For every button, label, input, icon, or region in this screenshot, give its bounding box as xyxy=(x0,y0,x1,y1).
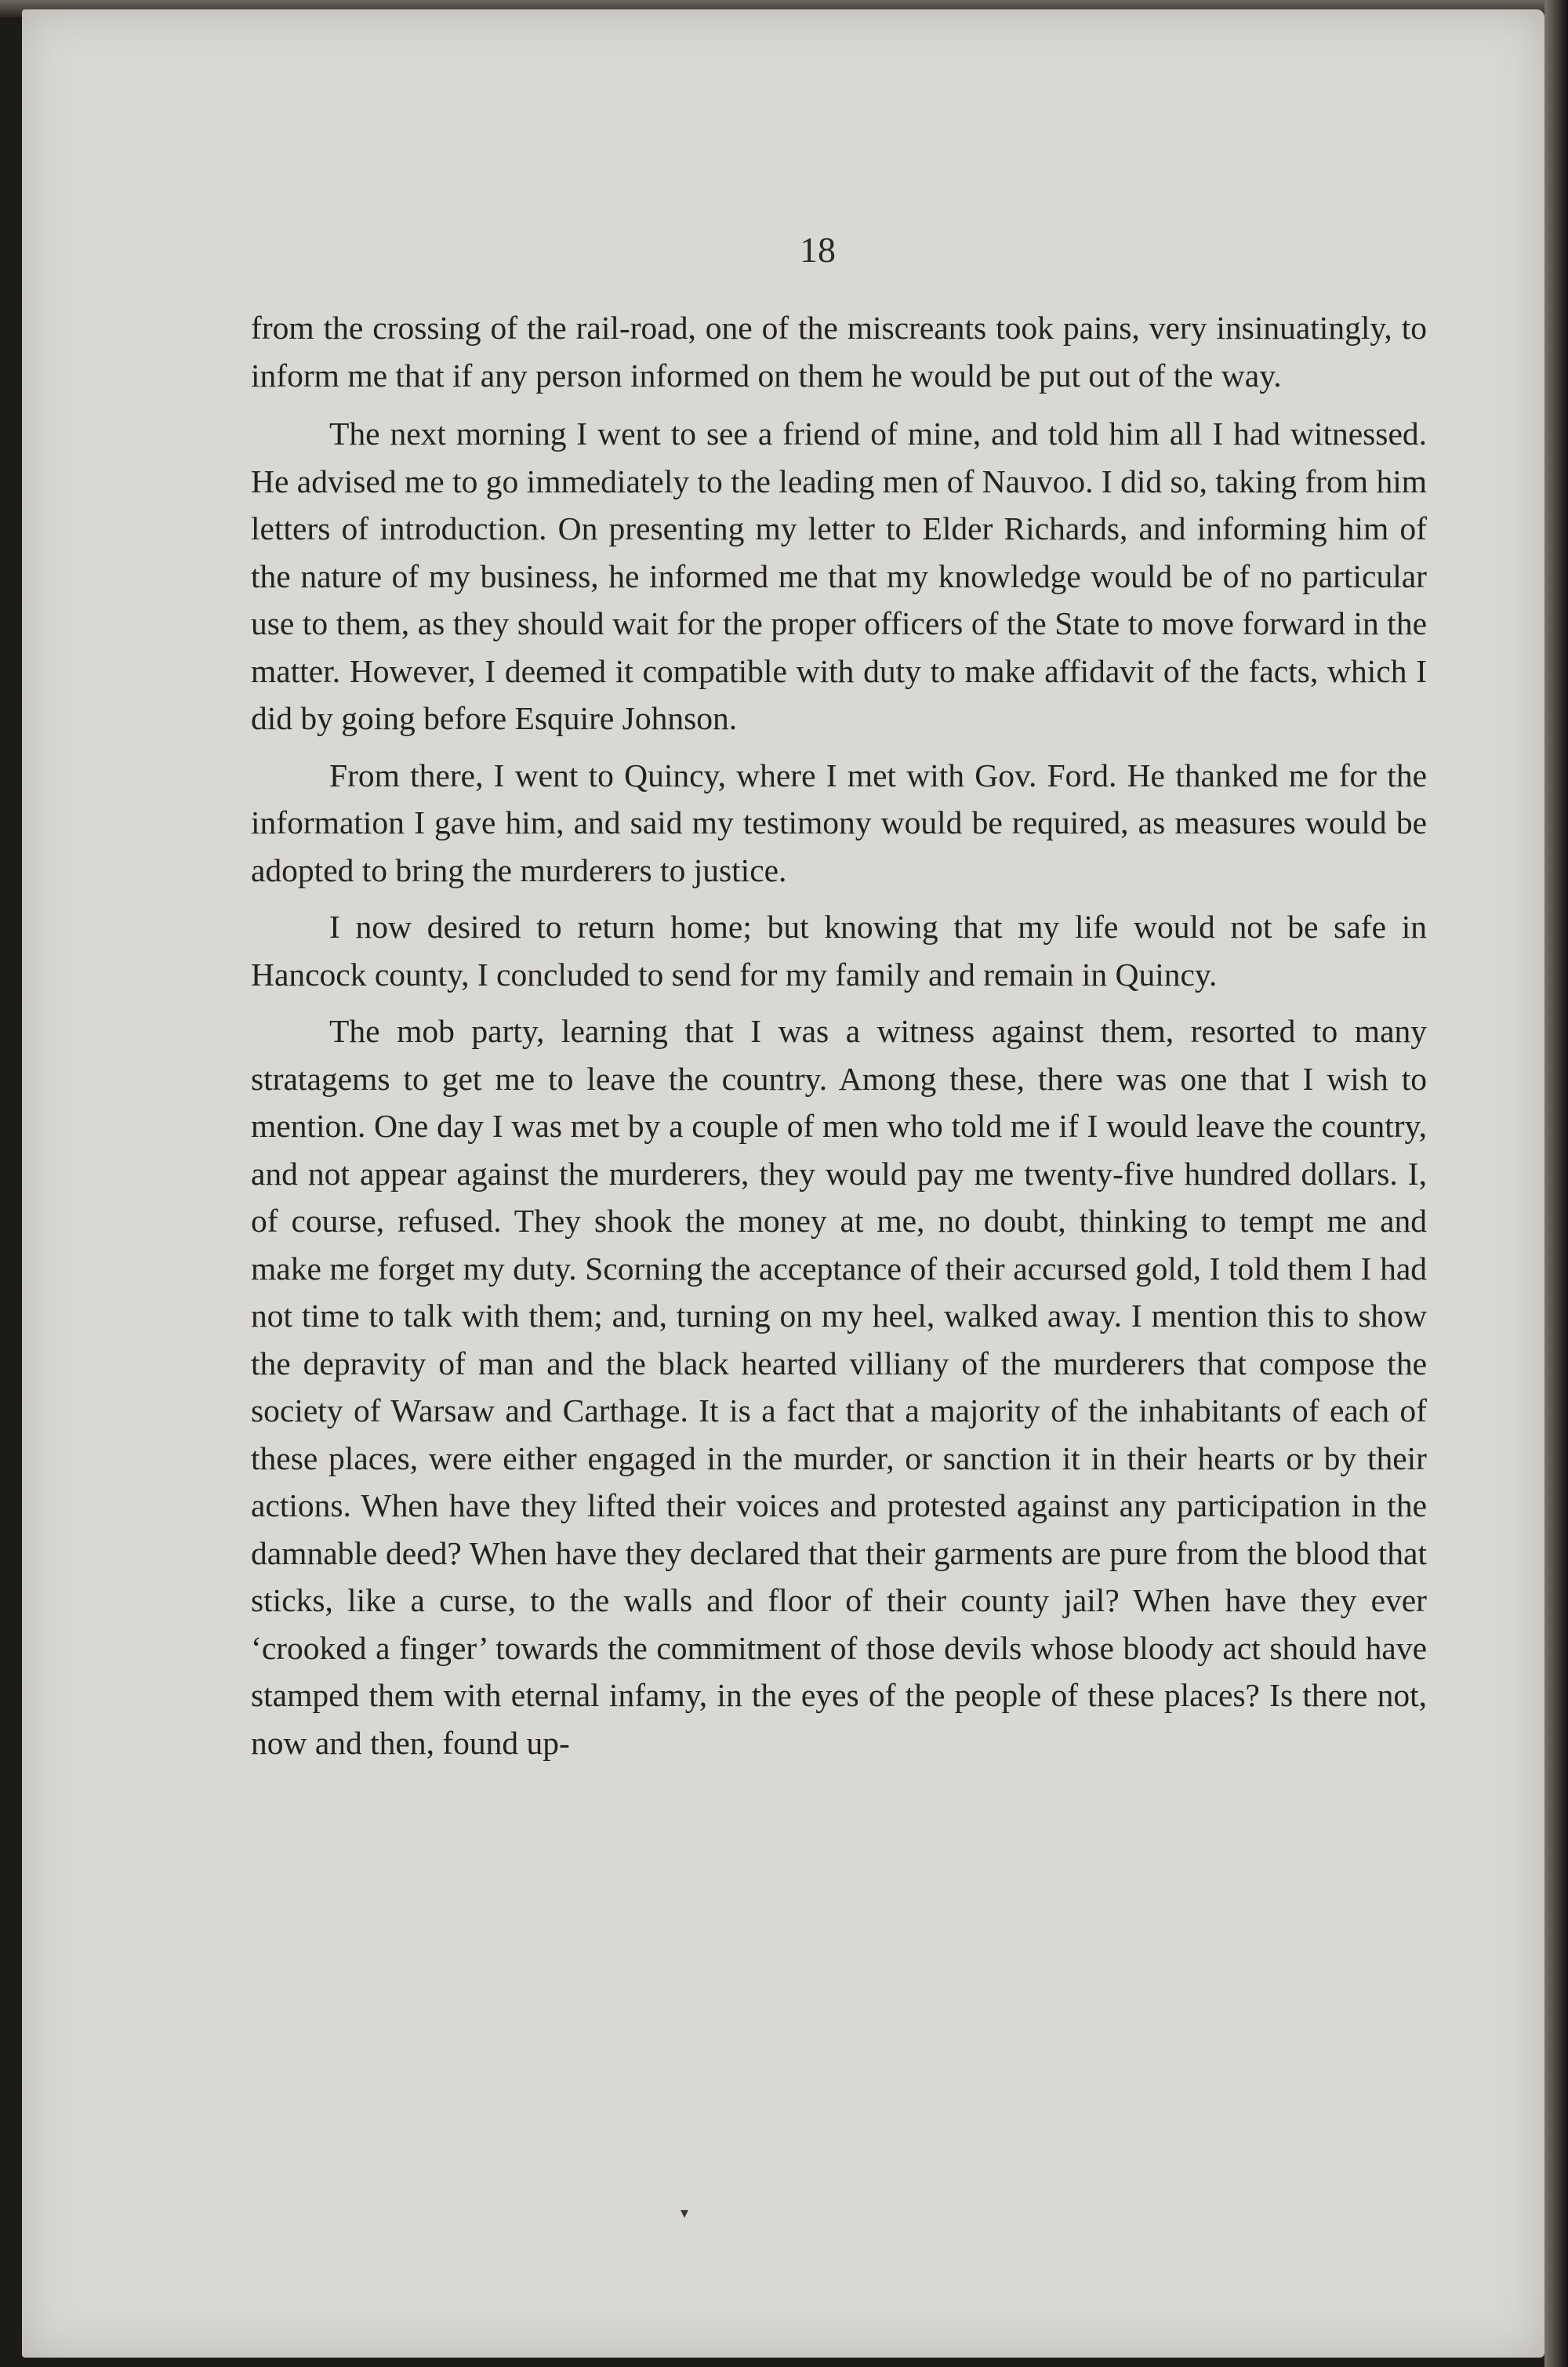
paragraph: I now desired to return home; but knowing that my life would not be safe in Hancock county, I concluded to send for my family and remain in Quincy. xyxy=(251,909,1427,993)
book-right-edge xyxy=(1544,0,1568,2367)
page-number: 18 xyxy=(800,230,836,270)
paragraph: from the crossing of the rail-road, one of the miscreants took pains, very insinuatingly, to inform me that if any person informed on them he would be put out of the way. xyxy=(251,310,1427,394)
paragraph: The mob party, learning that I was a witness against them, resorted to many stratagems to get me to leave the country. Among these, there was one that I wish to mention. One day I was met by a couple of men who told me if I would leave the country, and not appear against the murderers, they would pay me twenty-five hundred dollars. I, of course, refused. They shook the money at me, no doubt, thinking to tempt me and make me forget my duty. Scorning the acceptance of their accursed gold, I told them I had not time to talk with them; and, turning on my heel, walked away. I mention this to show the depravity of man and the black hearted villiany of the murderers that compose the society of Warsaw and Carthage. It is a fact that a majority of the inhabitants of each of these places, were either engaged in the murder, or sanction it in their hearts or by their actions. When have they lifted their voices and protested against any participation in the damnable deed? When have they declared that their garments are pure from the blood that sticks, like a curse, to the walls and floor of their county jail? When have they ever ‘crooked a finger’ towards the commitment of those devils whose bloody act should have stamped them with eternal infamy, in the eyes of the people of these places? Is there not, now and then, found up- xyxy=(251,1013,1427,1761)
paragraph: The next morning I went to see a friend of mine, and told him all I had witnessed. He advised me to go immediately to the leading men of Nauvoo. I did so, taking from him letters of introduction. On presenting my letter to Elder Richards, and informing him of the nature of my business, he informed me that my knowledge would be of no particular use to them, as they should wait for the proper officers of the State to move forward in the matter. However, I deemed it compatible with duty to make affidavit of the facts, which I did by going before Esquire Johnson. xyxy=(251,416,1427,736)
page-body-text xyxy=(251,304,1427,1776)
paragraph: From there, I went to Quincy, where I met with Gov. Ford. He thanked me for the information I gave him, and said my testimony would be required, as measures would be adopted to bring the murderers to justice. xyxy=(251,757,1427,888)
bottom-ink-mark: ▾ xyxy=(681,2205,689,2222)
